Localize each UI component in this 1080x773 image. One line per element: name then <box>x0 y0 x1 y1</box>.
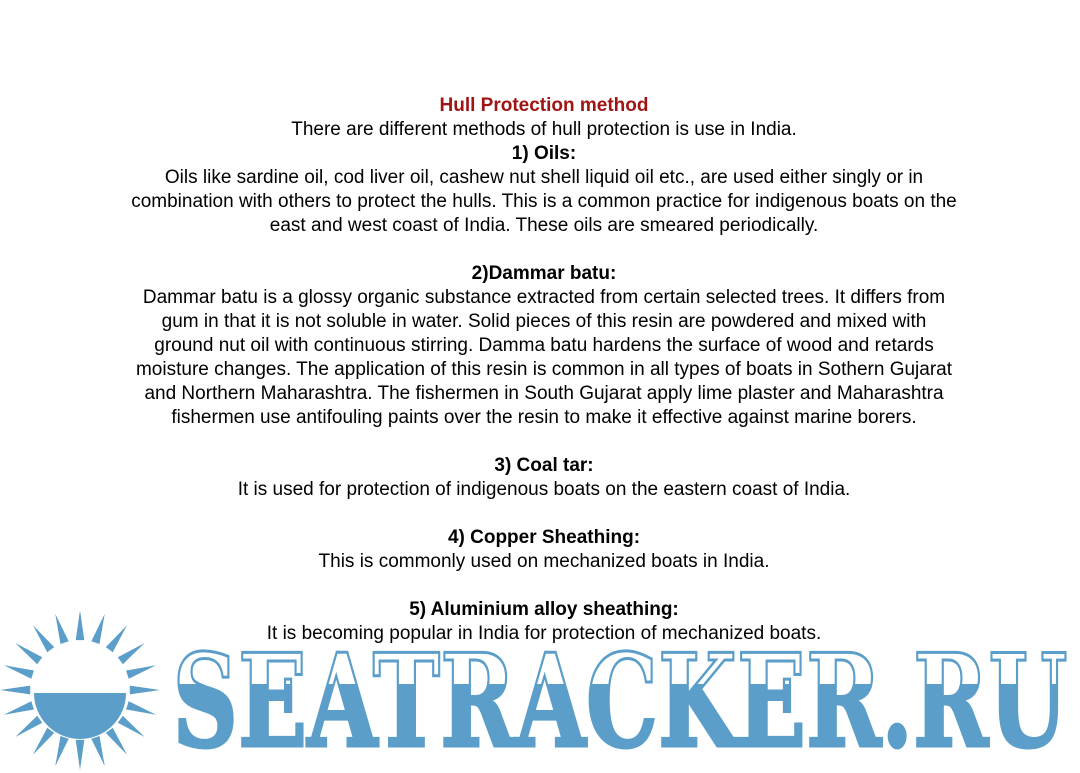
sun-ray <box>33 625 54 652</box>
intro-text: There are different methods of hull protection is use in India. <box>291 119 797 140</box>
brand-wordmark <box>168 634 1073 759</box>
sun-icon <box>0 612 165 773</box>
section-coal-tar <box>60 454 1028 502</box>
sun-ray <box>0 686 30 695</box>
sun-ray <box>118 716 145 737</box>
sun-ray <box>106 625 127 652</box>
watermark-logo <box>0 612 1080 773</box>
sun-ray <box>76 740 85 770</box>
section-heading: 2)Dammar batu: <box>471 263 617 284</box>
sun-ray <box>15 716 42 737</box>
section-heading: 3) Coal tar: <box>494 455 594 476</box>
section-spacer <box>60 238 1028 262</box>
section-copper-sheathing <box>60 526 1028 574</box>
sun-ray <box>118 643 145 664</box>
page-title: Hull Protection method <box>439 95 649 116</box>
sun-ray <box>4 701 34 714</box>
section-line: ground nut oil with continuous stirring. Damma batu hardens the surface of wood and retards <box>154 335 934 356</box>
section-line: and Northern Maharashtra. The fishermen in South Gujarat apply lime plaster and Maharashtra <box>144 383 944 404</box>
section-line: combination with others to protect the hulls. This is a common practice for indigenous boats on the <box>131 191 957 212</box>
article <box>60 94 1028 646</box>
brand-text: SEATRACKER.RU <box>172 634 1068 759</box>
section-dammar-batu <box>60 262 1028 430</box>
sun-ray <box>55 614 68 644</box>
sun-ray <box>91 736 104 766</box>
section-line: It is used for protection of indigenous boats on the eastern coast of India. <box>237 479 851 500</box>
sun-ray <box>91 614 104 644</box>
section-line: Oils like sardine oil, cod liver oil, cashew nut shell liquid oil etc., are used either singly or in <box>164 167 924 188</box>
section-heading: 1) Oils: <box>511 143 577 164</box>
sun-ray <box>55 736 68 766</box>
section-line: It is becoming popular in India for protection of mechanized boats. <box>266 623 822 644</box>
section-line: moisture changes. The application of this resin is common in all types of boats in Sothern Gujarat <box>135 359 953 380</box>
sun-ray <box>33 728 54 755</box>
section-spacer <box>60 502 1028 526</box>
sun-ray <box>106 728 127 755</box>
section-line: This is commonly used on mechanized boats in India. <box>318 551 770 572</box>
section-line: gum in that it is not soluble in water. Solid pieces of this resin are powdered and mixed with <box>161 311 927 332</box>
section-line: east and west coast of India. These oils are smeared periodically. <box>269 215 819 236</box>
section-heading: 5) Aluminium alloy sheathing: <box>409 599 679 620</box>
section-line: fishermen use antifouling paints over the resin to make it effective against marine borers. <box>171 407 917 428</box>
sun-ray <box>130 686 160 695</box>
sun-ray <box>126 665 156 678</box>
sun-ray <box>76 612 85 640</box>
section-spacer <box>60 430 1028 454</box>
section-heading: 4) Copper Sheathing: <box>447 527 641 548</box>
section-spacer <box>60 574 1028 598</box>
section-oils <box>60 142 1028 238</box>
sun-ray <box>126 701 156 714</box>
section-line: Dammar batu is a glossy organic substance extracted from certain selected trees. It differs from <box>142 287 946 308</box>
sun-ray <box>4 665 34 678</box>
sun-ray <box>15 643 42 664</box>
